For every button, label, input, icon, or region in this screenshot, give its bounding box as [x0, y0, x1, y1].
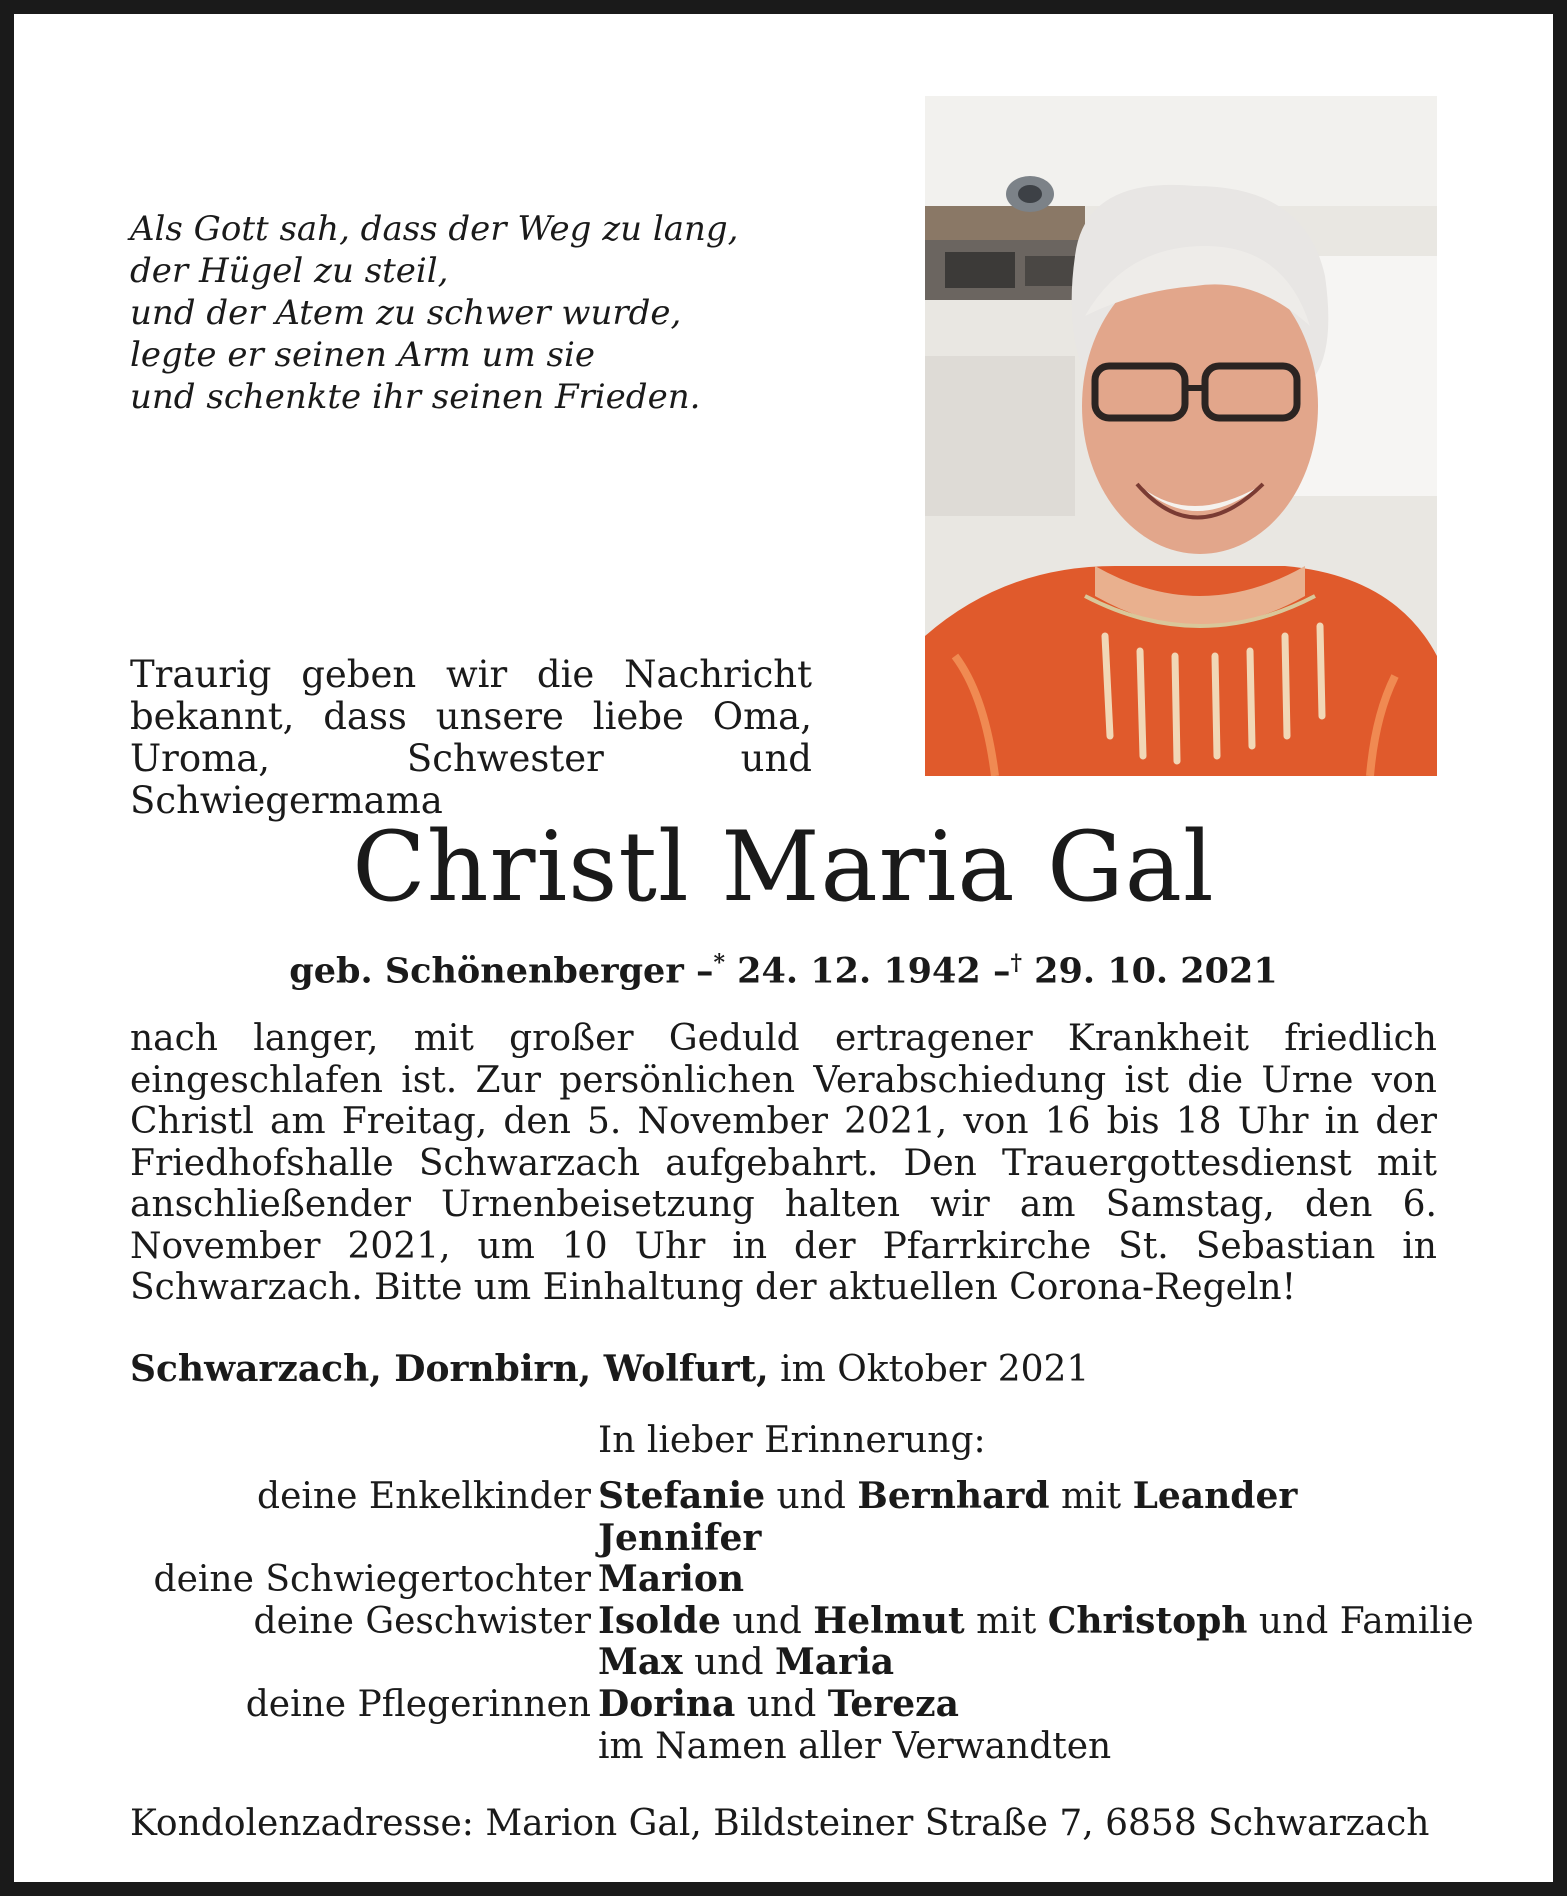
- connector-text: und: [735, 1683, 828, 1725]
- relation-label: deine Enkelkinder: [257, 1476, 591, 1517]
- death-date: 29. 10. 2021: [1034, 950, 1278, 992]
- mourner-names: [598, 1476, 1297, 1518]
- mourner-row: [0, 1726, 1567, 1768]
- connector-text: und: [720, 1600, 814, 1642]
- mourner-name: Marion: [598, 1558, 745, 1601]
- mourner-names: [598, 1684, 959, 1726]
- poem-line: legte er seinen Arm um sie: [130, 335, 595, 375]
- portrait-photo: [925, 96, 1437, 776]
- poem-line: der Hügel zu steil,: [130, 251, 449, 291]
- intro-text: Traurig geben wir die Nachricht bekannt, dass unsere liebe Oma, Uroma, Schwester und Schwiegermama: [130, 653, 812, 822]
- deceased-name: Christl Maria Gal: [352, 811, 1215, 923]
- mourner-row: [0, 1476, 1567, 1518]
- mourner-name: Stefanie: [598, 1475, 766, 1517]
- birth-date: 24. 12. 1942: [737, 950, 981, 992]
- connector-text: mit: [1049, 1476, 1133, 1517]
- poem-line: und schenkte ihr seinen Frieden.: [130, 377, 701, 417]
- mourner-name: Isolde: [598, 1599, 721, 1642]
- condolence-address: Kondolenzadresse: Marion Gal, Bildsteiner Straße 7, 6858 Schwarzach: [130, 1803, 1430, 1844]
- mourner-name: Helmut: [813, 1599, 965, 1642]
- poem-line: Als Gott sah, dass der Weg zu lang,: [130, 209, 739, 249]
- memory-heading: In lieber Erinnerung:: [598, 1420, 986, 1461]
- place-date-line: [130, 1347, 1089, 1392]
- connector-text: und: [765, 1476, 858, 1517]
- mourner-name: Max: [598, 1641, 683, 1684]
- poem-line: und der Atem zu schwer wurde,: [130, 293, 682, 333]
- relation-label: deine Schwiegertochter: [153, 1559, 591, 1601]
- dash: –: [695, 950, 714, 992]
- mourner-names: [598, 1518, 761, 1560]
- announcement-body: nach langer, mit großer Geduld ertragener Krankheit friedlich eingeschlafen ist. Zur persönlichen Verabschiedung ist die Urne von Christl am Freitag, den 5. November 2021, von 16 bis 18 Uhr in der Friedhofshalle Schwarzach aufgebahrt. Den Trauergottesdienst mit anschließender Urnenbeisetzung halten wir am Samstag, den 6. November 2021, um 10 Uhr in der Pfarrkirche St. Sebastian in Schwarzach. Bitte um Einhaltung der aktuellen Corona-Regeln!: [130, 1018, 1437, 1308]
- mourner-names: [598, 1642, 894, 1684]
- mourner-names: [598, 1559, 744, 1601]
- towns: Schwarzach, Dornbirn, Wolfurt,: [130, 1348, 769, 1390]
- mourners-list: [0, 1476, 1567, 1767]
- mourner-row: [0, 1684, 1567, 1726]
- connector-text: im Namen aller Verwandten: [598, 1725, 1112, 1767]
- connector-text: und: [682, 1642, 775, 1684]
- mourner-names: [598, 1601, 1474, 1643]
- death-mark: †: [1010, 950, 1022, 976]
- poem: [130, 208, 738, 418]
- mourner-name: Bernhard: [857, 1475, 1050, 1517]
- relation-label: deine Pflegerinnen: [245, 1683, 591, 1725]
- portrait-image: [925, 96, 1437, 776]
- mourner-name: Dorina: [598, 1682, 736, 1725]
- dash: –: [992, 950, 1011, 992]
- mourner-names: [598, 1726, 1111, 1768]
- mourner-name: Christoph: [1047, 1599, 1248, 1642]
- connector-text: und Familie: [1247, 1600, 1474, 1642]
- relation-label: deine Geschwister: [253, 1600, 591, 1642]
- birth-death-line: [0, 940, 1567, 995]
- connector-text: mit: [964, 1600, 1048, 1642]
- month-year: im Oktober 2021: [780, 1349, 1090, 1390]
- mourner-row: [0, 1559, 1567, 1601]
- maiden-name: geb. Schönenberger: [289, 950, 684, 992]
- mourner-row: [0, 1518, 1567, 1560]
- mourner-name: Jennifer: [598, 1516, 762, 1559]
- mourner-name: Leander: [1132, 1475, 1298, 1517]
- mourner-name: Tereza: [827, 1682, 959, 1725]
- mourner-row: [0, 1601, 1567, 1643]
- mourner-row: [0, 1642, 1567, 1684]
- mourner-name: Maria: [774, 1641, 895, 1684]
- birth-mark: *: [713, 950, 725, 976]
